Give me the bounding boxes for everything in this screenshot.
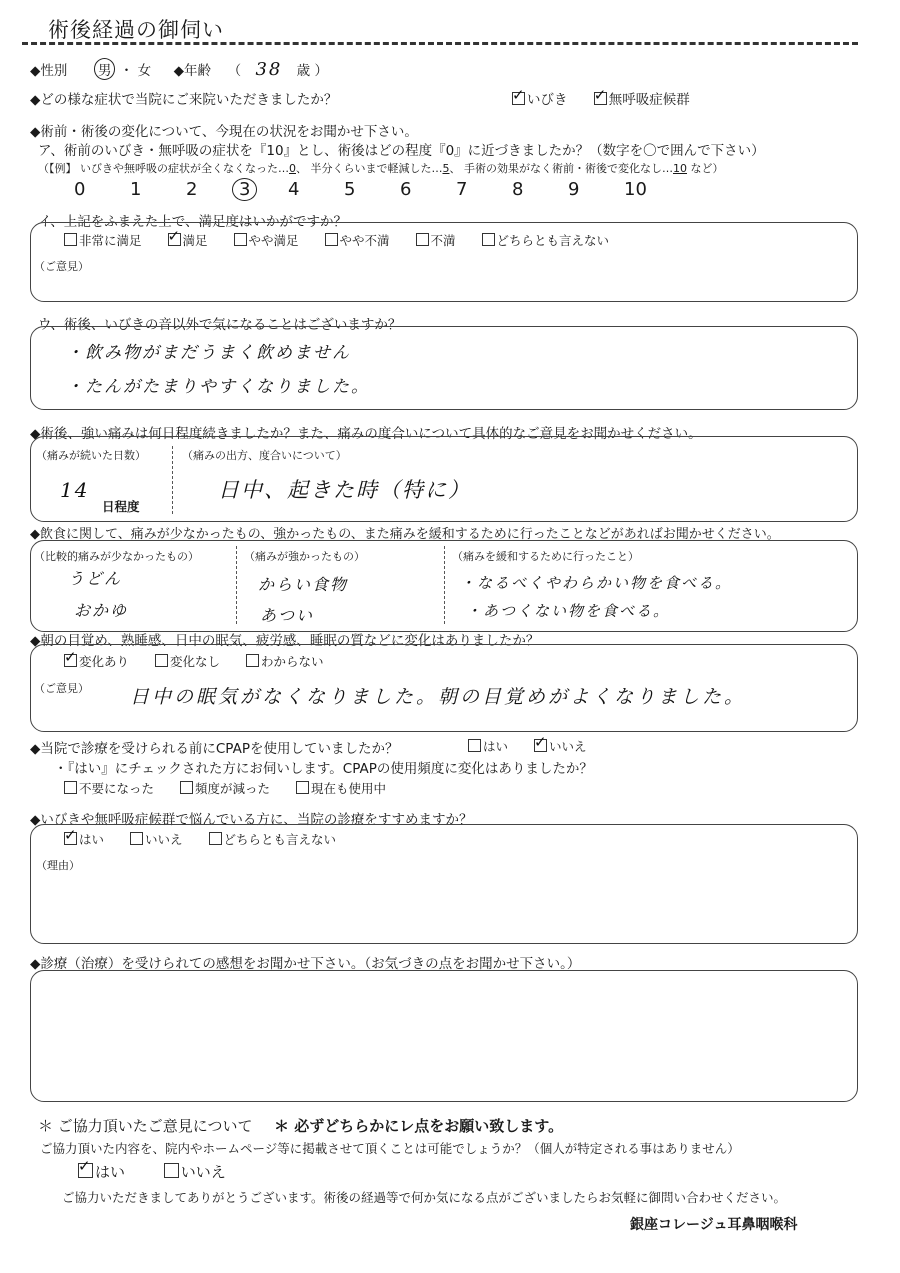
food-col1-line1[interactable]: うどん (68, 569, 123, 588)
consent-header-a: ＊ ご協力頂いたご意見について (38, 1117, 253, 1135)
checkbox-icon (234, 233, 247, 246)
satisfaction-option-satisfied[interactable]: ✓ 満足 (168, 233, 208, 248)
consent-option-yes[interactable]: ✓はい (78, 1163, 125, 1181)
checkbox-icon (64, 832, 77, 845)
age-open-paren: （ (227, 63, 242, 79)
sex-option-female[interactable]: 女 (137, 63, 152, 79)
age-unit: 歳 (296, 63, 311, 79)
consent-options (78, 1161, 226, 1182)
food-divider-1 (236, 546, 237, 624)
pain-days-value[interactable]: 14 (60, 478, 90, 502)
change-header: ◆術前・術後の変化について、今現在の状況をお聞かせ下さい。 (30, 124, 418, 140)
food-col2-line2[interactable]: あつい (260, 606, 315, 625)
recommend-question: ◆いびきや無呼吸症候群で悩んでいる方に、当院の診療をすすめますか？ (30, 812, 473, 828)
symptom-option-apnea[interactable]: ✓ 無呼吸症候群 (594, 92, 690, 108)
sleep-options (64, 652, 324, 670)
scale-7[interactable]: 7 (456, 179, 468, 200)
sleep-option-unknown[interactable]: わからない (246, 654, 324, 669)
checkbox-icon (296, 781, 309, 794)
checkbox-icon (64, 781, 77, 794)
food-divider-2 (444, 546, 445, 624)
food-col2-label: （痛みが強かったもの） (244, 550, 365, 563)
checkbox-icon (78, 1163, 93, 1178)
scale-9[interactable]: 9 (568, 179, 580, 200)
cpap-option-unneeded[interactable]: 不要になった (64, 781, 154, 796)
age-value[interactable]: 38 (255, 59, 283, 80)
recommend-options (64, 830, 336, 848)
consent-header-b: ＊ 必ずどちらかにレ点をお願い致します。 (274, 1117, 564, 1135)
scale-4[interactable]: 4 (288, 179, 300, 200)
pain-question: ◆術後、強い痛みは何日程度続きましたか？また、痛みの度合いについて具体的なご意見をお聞かせください。 (30, 426, 702, 442)
sex-row (30, 58, 328, 80)
checkbox-icon (246, 654, 259, 667)
scale-2[interactable]: 2 (186, 179, 198, 200)
consent-question: ご協力頂いた内容を、院内やホームページ等に掲載させて頂くことは可能でしょうか？（個人が特定される事はありません） (40, 1141, 740, 1156)
checkbox-icon (164, 1163, 179, 1178)
cpap-options (468, 737, 587, 755)
pain-days-label: （痛みが続いた日数） (36, 449, 146, 462)
checkbox-icon (180, 781, 193, 794)
sex-option-male[interactable]: 男 (94, 58, 116, 80)
scale-5[interactable]: 5 (344, 179, 356, 200)
recommend-reason-label: （理由） (36, 859, 80, 872)
checkbox-icon (209, 832, 222, 845)
sleep-opinion-label: （ご意見） (34, 682, 89, 695)
checkbox-icon (594, 92, 607, 105)
symptoms-question: ◆どの様な症状で当院にご来院いただきましたか？ (30, 92, 338, 108)
checkbox-icon (64, 654, 77, 667)
recommend-option-yes[interactable]: ✓はい (64, 832, 104, 847)
title-divider (22, 42, 858, 45)
sleep-question: ◆朝の目覚め、熟睡感、日中の眠気、疲労感、睡眠の質などに変化はありましたか？ (30, 633, 540, 649)
checkbox-icon (482, 233, 495, 246)
age-label: ◆年齢 (173, 63, 212, 79)
food-col2-line1[interactable]: からい食物 (258, 575, 349, 594)
consent-thanks: ご協力いただきましてありがとうございます。術後の経過等で何か気になる点がございましたらお気軽に御問い合わせください。 (62, 1190, 787, 1205)
checkbox-icon (325, 233, 338, 246)
other-answer-line1[interactable]: ・飲み物がまだうまく飲めません (66, 343, 351, 363)
food-col3-line2[interactable]: ・あつくない物を食べる。 (466, 602, 671, 620)
change-question-a: ア、術前のいびき・無呼吸の症状を『10』とし、術後はどの程度『0』に近づきましたか？（数字を〇で囲んで下さい） (38, 143, 765, 159)
food-col3-label: （痛みを緩和するために行ったこと） (452, 550, 639, 563)
other-question: ウ、術後、いびきの音以外で気になることはございますか？ (38, 317, 402, 333)
checkbox-icon (416, 233, 429, 246)
cpap-option-still-using[interactable]: 現在も使用中 (296, 781, 386, 796)
cpap-option-yes[interactable]: はい (468, 739, 508, 754)
change-example: （【例】 いびきや無呼吸の症状が全くなくなった…0、 半分くらいまで軽減した…5、 手術の効果がなく術前・術後で変化なし…10 など） (38, 162, 724, 175)
food-col1-line2[interactable]: おかゆ (74, 601, 129, 620)
sleep-option-no-change[interactable]: 変化なし (155, 654, 220, 669)
satisfaction-options (64, 231, 609, 249)
cpap-question: ◆当院で診療を受けられる前にCPAPを使用していましたか？ (30, 741, 399, 757)
satisfaction-option-dissatisfied[interactable]: 不満 (416, 233, 456, 248)
consent-header (38, 1115, 563, 1136)
scale-1[interactable]: 1 (130, 179, 142, 200)
checkbox-icon (534, 739, 547, 752)
scale-8[interactable]: 8 (512, 179, 524, 200)
checkbox-icon (64, 233, 77, 246)
scale-3-selected[interactable]: 3 (232, 178, 257, 201)
other-answer-line2[interactable]: ・たんがたまりやすくなりました。 (66, 377, 370, 397)
cpap-followup-options (64, 779, 386, 797)
recommend-option-no[interactable]: いいえ (130, 832, 183, 847)
pain-degree-label: （痛みの出方、度合いについて） (182, 449, 347, 462)
satisfaction-opinion-label: （ご意見） (34, 260, 89, 273)
checkbox-icon (155, 654, 168, 667)
scale-row (74, 178, 647, 201)
sex-label: ◆性別 (30, 63, 68, 79)
symptom-option-snoring[interactable]: ✓ いびき (512, 92, 568, 108)
age-close-paren: ） (314, 63, 328, 79)
food-question: ◆飲食に関して、痛みが少なかったもの、強かったもの、また痛みを緩和するために行ったことなどがあればお聞かせください。 (30, 527, 780, 542)
food-col3-line1[interactable]: ・なるべくやわらかい物を食べる。 (460, 574, 733, 592)
recommend-option-neither[interactable]: どちらとも言えない (209, 832, 337, 847)
symptoms-options (512, 88, 690, 108)
satisfaction-option-somewhat-satisfied[interactable]: やや満足 (234, 233, 299, 248)
food-col1-label: （比較的痛みが少なかったもの） (34, 550, 199, 563)
clinic-name: 銀座コレージュ耳鼻咽喉科 (630, 1217, 798, 1233)
pain-days-unit: 日程度 (102, 499, 140, 514)
cpap-option-no[interactable]: ✓ いいえ (534, 739, 587, 754)
checkbox-icon (468, 739, 481, 752)
page-title: 術後経過の御伺い (48, 18, 224, 42)
checkbox-icon (130, 832, 143, 845)
satisfaction-question: イ、上記をふまえた上で、満足度はいかがですか？ (38, 214, 348, 230)
cpap-followup-question: ・『はい』にチェックされた方にお伺いします。CPAPの使用頻度に変化はありましたか？ (54, 761, 593, 777)
checkbox-icon (168, 233, 181, 246)
consent-option-no[interactable]: いいえ (164, 1163, 226, 1181)
sex-separator: ・ (119, 63, 134, 79)
satisfaction-option-neither[interactable]: どちらとも言えない (482, 233, 610, 248)
satisfaction-option-somewhat-dissatisfied[interactable]: やや不満 (325, 233, 390, 248)
scale-0[interactable]: 0 (74, 179, 86, 200)
satisfaction-option-very-satisfied[interactable]: 非常に満足 (64, 233, 142, 248)
cpap-option-reduced[interactable]: 頻度が減った (180, 781, 270, 796)
scale-10[interactable]: 10 (624, 179, 647, 200)
pain-degree-answer[interactable]: 日中、起きた時（特に） (218, 478, 471, 502)
sleep-answer[interactable]: 日中の眠気がなくなりました。朝の目覚めがよくなりました。 (130, 686, 747, 708)
impression-box[interactable] (30, 970, 858, 1102)
scale-6[interactable]: 6 (400, 179, 412, 200)
impression-question: ◆診療（治療）を受けられての感想をお聞かせ下さい。（お気づきの点をお聞かせ下さい。） (30, 956, 581, 972)
checkbox-icon (512, 92, 525, 105)
pain-divider (172, 446, 173, 514)
sleep-option-changed[interactable]: ✓変化あり (64, 654, 129, 669)
